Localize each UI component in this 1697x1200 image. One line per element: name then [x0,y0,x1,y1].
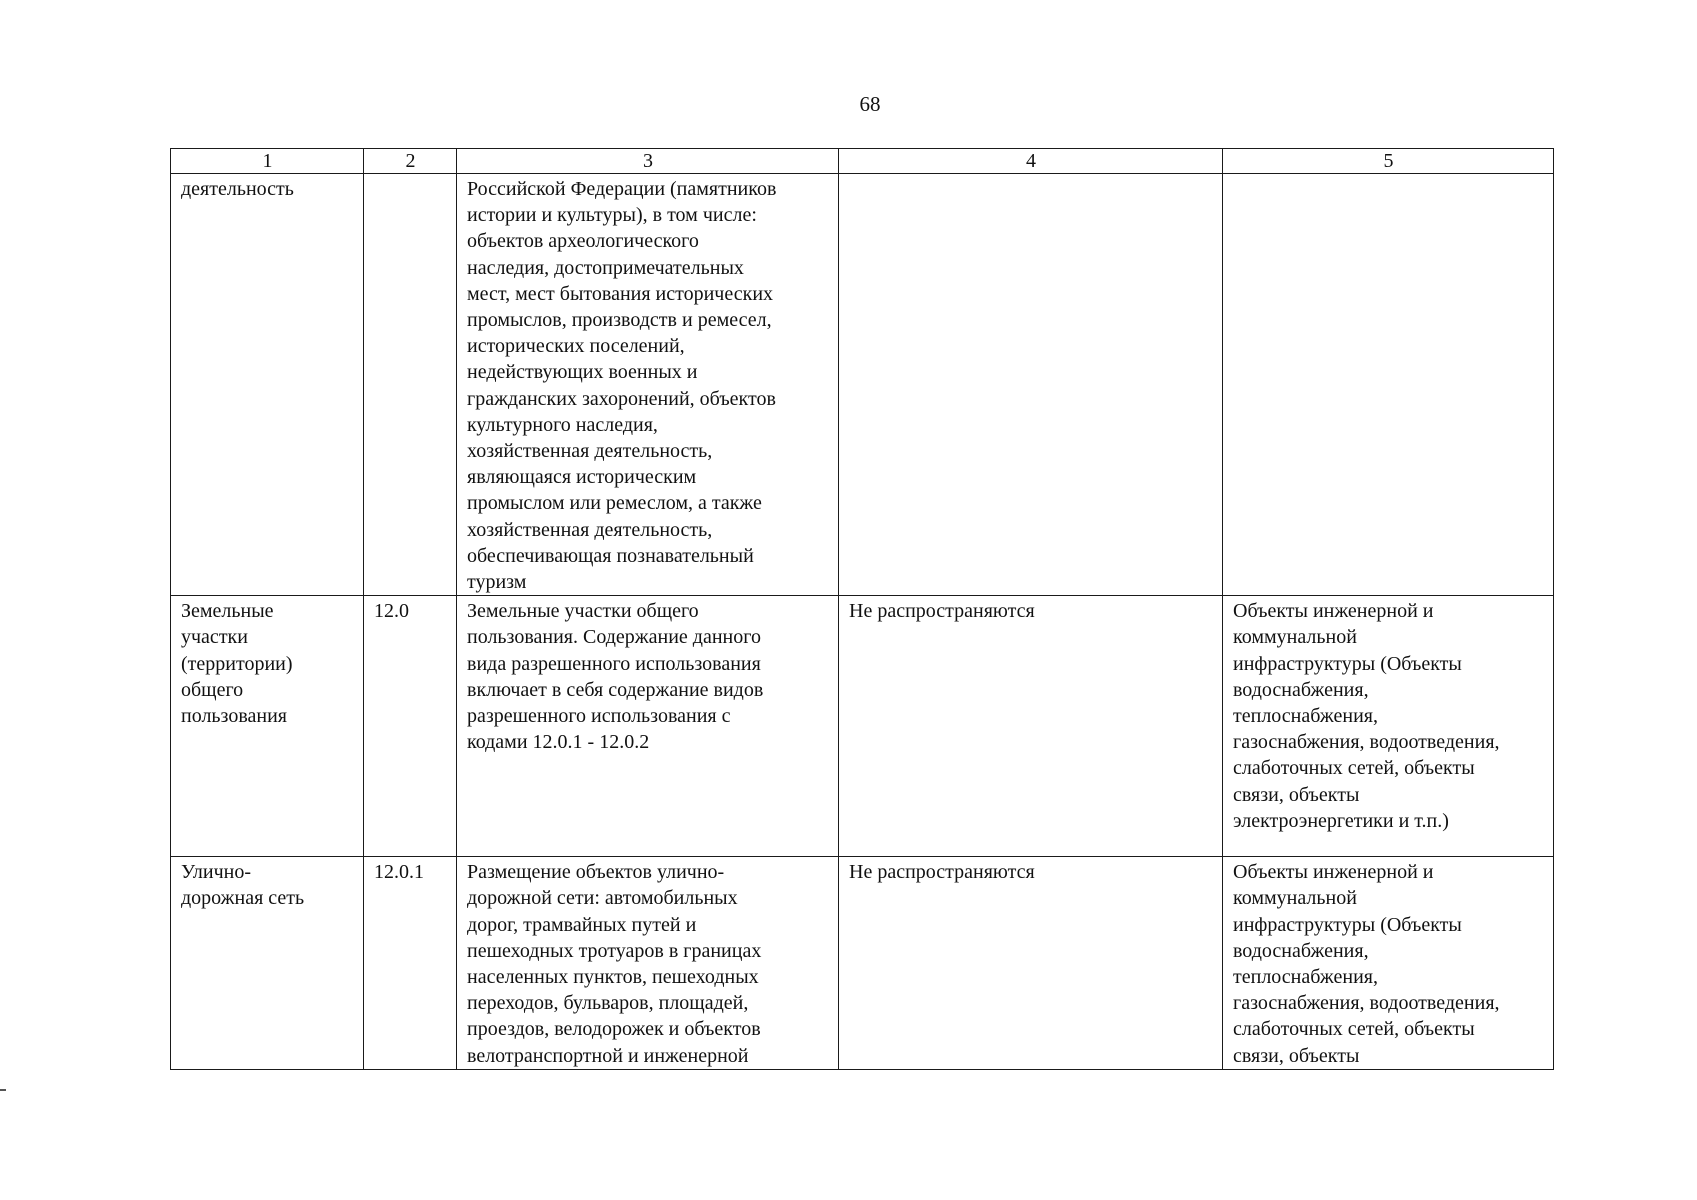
land-use-code-cell [364,174,457,596]
table-row [171,174,1554,596]
column-4-cell [839,174,1223,596]
land-use-name-cell: деятельность [171,174,364,596]
land-use-description-cell: Земельные участки общего пользования. Содержание данного вида разрешенного использования включает в себя содержание видов разрешенного использования с кодами 12.0.1 - 12.0.2 [457,596,839,857]
table-row [171,857,1554,1070]
column-header-5: 5 [1223,149,1554,174]
land-use-name-cell: Улично- дорожная сеть [171,857,364,1070]
land-use-description-cell: Размещение объектов улично- дорожной сети: автомобильных дорог, трамвайных путей и пешеходных тротуаров в границах населенных пунктов, пешеходных переходов, бульваров, площадей, проездов, велодорожек и объектов велотранспортной и инженерной [457,857,839,1070]
column-header-3: 3 [457,149,839,174]
column-5-cell [1223,174,1554,596]
land-use-name-cell: Земельные участки (территории) общего пользования [171,596,364,857]
page-number: 68 [859,92,881,116]
land-use-code-cell: 12.0.1 [364,857,457,1070]
column-header-4: 4 [839,149,1223,174]
column-4-cell: Не распространяются [839,596,1223,857]
column-header-1: 1 [171,149,364,174]
column-5-cell: Объекты инженерной и коммунальной инфраструктуры (Объекты водоснабжения, теплоснабжения, газоснабжения, водоотведения, слаботочных сетей, объекты связи, объекты [1223,857,1554,1070]
table-row [171,596,1554,857]
land-use-description-cell: Российской Федерации (памятников истории и культуры), в том числе: объектов археологического наследия, достопримечательных мест, мест бытования исторических промыслов, производств и ремесел, исторических поселений, недействующих военных и гражданских захоронений, объектов культурного наследия, хозяйственная деятельность, являющаяся историческим промыслом или ремеслом, а также хозяйственная деятельность, обеспечивающая познавательный туризм [457,174,839,596]
land-use-table [170,148,1554,1070]
scan-edge-mark [0,1089,6,1091]
land-use-code-cell: 12.0 [364,596,457,857]
column-5-cell: Объекты инженерной и коммунальной инфраструктуры (Объекты водоснабжения, теплоснабжения, газоснабжения, водоотведения, слаботочных сетей, объекты связи, объекты электроэнергетики и т.п.) [1223,596,1554,857]
column-header-2: 2 [364,149,457,174]
table-header-row [171,149,1554,174]
column-4-cell: Не распространяются [839,857,1223,1070]
